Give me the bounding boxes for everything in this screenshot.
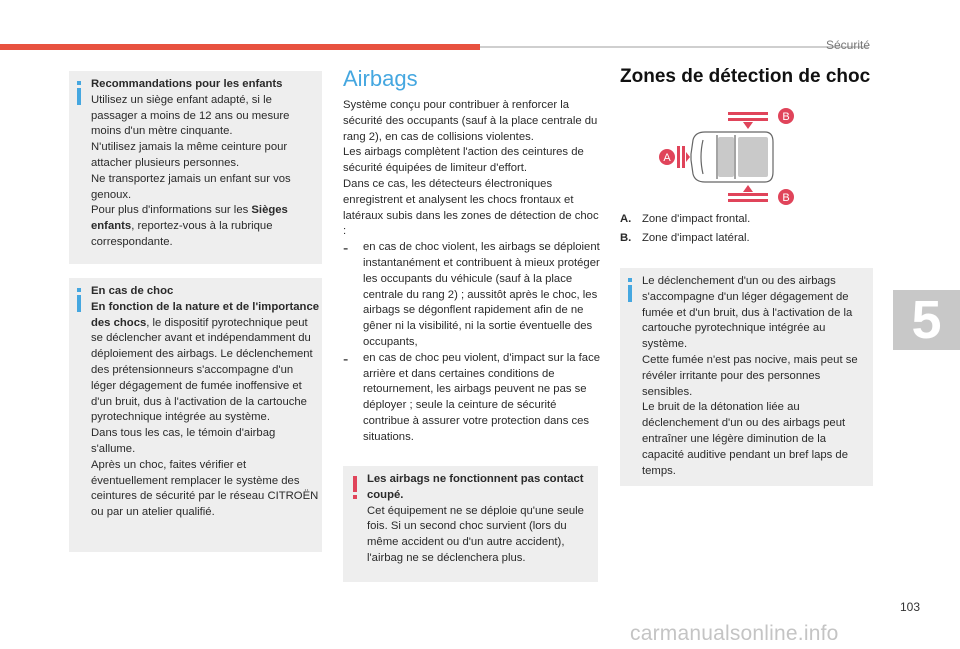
box-paragraph: En fonction de la nature et de l'importance des chocs, le dispositif pyrotechnique peut se déclencher avant et indépendamment du déploiement des airbags. Le déclenchement des prétensionneurs s'accompagne d'un léger dégagement de fumée inoffensive et d'un bruit, dus à l'activation de la cartouche pyrotechnique intégrée au système. — [91, 300, 320, 424]
box-paragraph: Utilisez un siège enfant adapté, si le passager a moins de 12 ans ou mesure moins d'un mètre cinquante. — [91, 93, 290, 138]
page-number: 103 — [900, 600, 921, 614]
info-box-children — [69, 71, 322, 264]
box-paragraph: Le déclenchement d'un ou des airbags s'accompagne d'un léger dégagement de fumée et d'un bruit, dus à l'activation de la cartouche pyrotechnique intégrée au système. — [642, 275, 853, 351]
list-item: - en cas de choc violent, les airbags se déploient instantanément et contribuent à mieux protéger les occupants du véhicule (sauf à la place centrale du rang 2) ; aussitôt après le choc, les airbags se dégonflent rapidement afin de ne gêner ni la visibilité, ni la sortie éventuelle des occupants, — [343, 240, 600, 348]
label-b-top: B — [782, 111, 790, 123]
info-box-crash — [69, 278, 322, 552]
info-icon — [77, 81, 81, 85]
warning-icon — [351, 476, 359, 500]
box-paragraph: Après un choc, faites vérifier et éventuellement remplacer le système des ceintures de sécurité par le réseau CITROËN ou par un atelier qualifié. — [91, 458, 319, 519]
box-paragraph: Pour plus d'informations sur les Sièges enfants, reportez-vous à la rubrique correspondante. — [91, 204, 288, 248]
warning-title: Les airbags ne fonctionnent pas contact coupé. — [367, 473, 584, 501]
list-item: - en cas de choc peu violent, d'impact sur la face arrière et dans certaines conditions de retournement, les airbags peuvent ne pas se déployer ; seule la ceinture de sécurité contribue à assurer votre protection dans ces situations. — [343, 350, 601, 443]
info-icon-bar — [77, 295, 81, 312]
impact-arrows-bottom — [728, 185, 768, 202]
warning-box — [343, 466, 598, 582]
info-icon — [77, 288, 81, 292]
heading-airbags: Airbags — [343, 66, 418, 91]
label-a: A — [663, 152, 671, 164]
box-paragraph: Ne transportez jamais un enfant sur vos genoux. — [91, 172, 291, 201]
caption-a: A. Zone d'impact frontal. — [620, 213, 751, 225]
info-icon-bar — [628, 285, 632, 302]
label-b-bottom: B — [782, 192, 790, 204]
section-title: Sécurité — [826, 38, 871, 52]
warning-text: Cet équipement ne se déploie qu'une seule fois. Si un second choc survient (lors du même accident ou d'un autre accident), l'airbag ne se déclenchera plus. — [367, 504, 584, 564]
info-box-smoke — [620, 268, 873, 486]
impact-zones-diagram — [655, 102, 800, 207]
box-paragraph: Le bruit de la détonation liée au déclenchement d'un ou des airbags peut entraîner une légère diminution de la capacité auditive pendant un bref laps de temps. — [642, 401, 849, 477]
heading-zones: Zones de détection de choc — [620, 66, 871, 87]
box-title: Recommandations pour les enfants — [91, 78, 283, 90]
body-paragraph: Dans ce cas, les détecteurs électroniques enregistrent et analysent les chocs frontaux et latéraux subis dans les zones de détection de choc : — [343, 177, 599, 238]
chapter-tab: 5 — [893, 290, 960, 350]
body-paragraph: Les airbags complètent l'action des ceintures de sécurité équipées de limiteur d'effort. — [343, 146, 584, 175]
body-paragraph: Système conçu pour contribuer à renforcer la sécurité des occupants (sauf à la place centrale du rang 2), en cas de collisions violentes. — [343, 99, 598, 143]
box-paragraph: Cette fumée n'est pas nocive, mais peut se révéler irritante pour des personnes sensibles. — [642, 353, 858, 398]
header-accent-bar — [0, 44, 480, 50]
box-title: En cas de choc — [91, 285, 174, 297]
watermark: carmanualsonline.info — [630, 622, 839, 645]
info-icon — [628, 278, 632, 282]
box-paragraph: Dans tous les cas, le témoin d'airbag s'allume. — [91, 427, 276, 455]
impact-arrows-top — [728, 112, 768, 129]
caption-b: B. Zone d'impact latéral. — [620, 232, 750, 244]
box-paragraph: N'utilisez jamais la même ceinture pour attacher plusieurs personnes. — [91, 141, 288, 169]
header-rule — [480, 46, 868, 48]
info-icon-bar — [77, 88, 81, 105]
impact-arrows-front — [677, 146, 690, 168]
